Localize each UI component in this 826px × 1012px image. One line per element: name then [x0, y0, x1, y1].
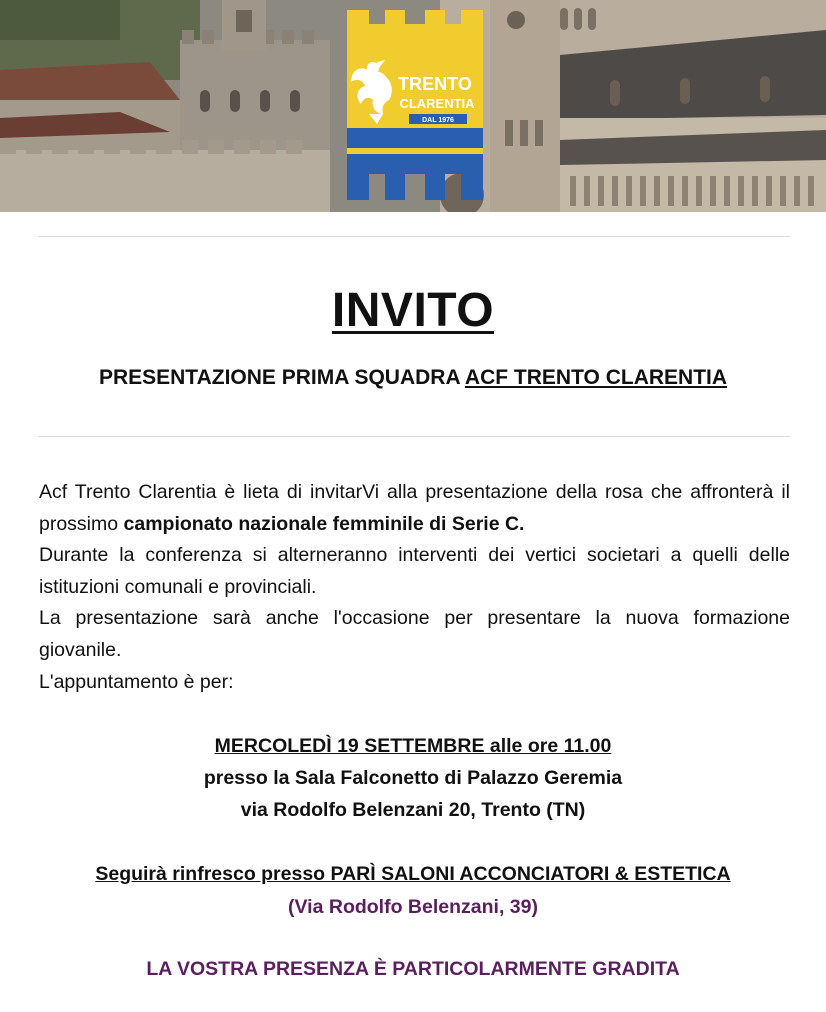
subtitle [0, 366, 826, 390]
body-paragraph-1 [39, 477, 790, 540]
body-paragraph-2: Durante la conferenza si alterneranno interventi dei vertici societari a quelli delle istituzioni comunali e provinciali. [39, 544, 790, 598]
body-paragraph-4: L'appuntamento è per: [39, 670, 234, 693]
logo-text-clarentia: CLARENTIA [399, 96, 475, 111]
header-banner [0, 0, 826, 212]
refreshment-address: (Via Rodolfo Belenzani, 39) [288, 896, 538, 918]
divider-top [38, 236, 790, 237]
body-paragraph-3: La presentazione sarà anche l'occasione per presentare la nuova formazione giovanile. [39, 607, 790, 661]
event-venue: presso la Sala Falconetto di Palazzo Geremia [203, 767, 623, 789]
event-address: via Rodolfo Belenzani 20, Trento (TN) [240, 799, 586, 821]
logo-text-founded: DAL 1976 [422, 117, 454, 124]
page-title: INVITO [331, 284, 495, 337]
divider-middle [38, 436, 790, 437]
event-date-time: MERCOLEDÌ 19 SETTEMBRE alle ore 11.00 [214, 735, 612, 757]
refreshment-note: Seguirà rinfresco presso PARÌ SALONI ACCONCIATORI & ESTETICA [95, 863, 731, 885]
club-logo [347, 10, 483, 200]
invitation-body [39, 477, 790, 698]
logo-text-trento: TRENTO [398, 74, 472, 94]
body-paragraph-1-text: Acf Trento Clarentia è lieta di invitarVi alla presentazione della rosa che affronterà il prossimo [39, 481, 790, 535]
closing-message: LA VOSTRA PRESENZA È PARTICOLARMENTE GRADITA [146, 958, 680, 980]
subtitle-club-name: ACF TRENTO CLARENTIA [464, 366, 728, 389]
body-paragraph-1-bold: campionato nazionale femminile di Serie C. [123, 512, 525, 535]
subtitle-prefix: PRESENTAZIONE PRIMA SQUADRA [98, 366, 465, 389]
